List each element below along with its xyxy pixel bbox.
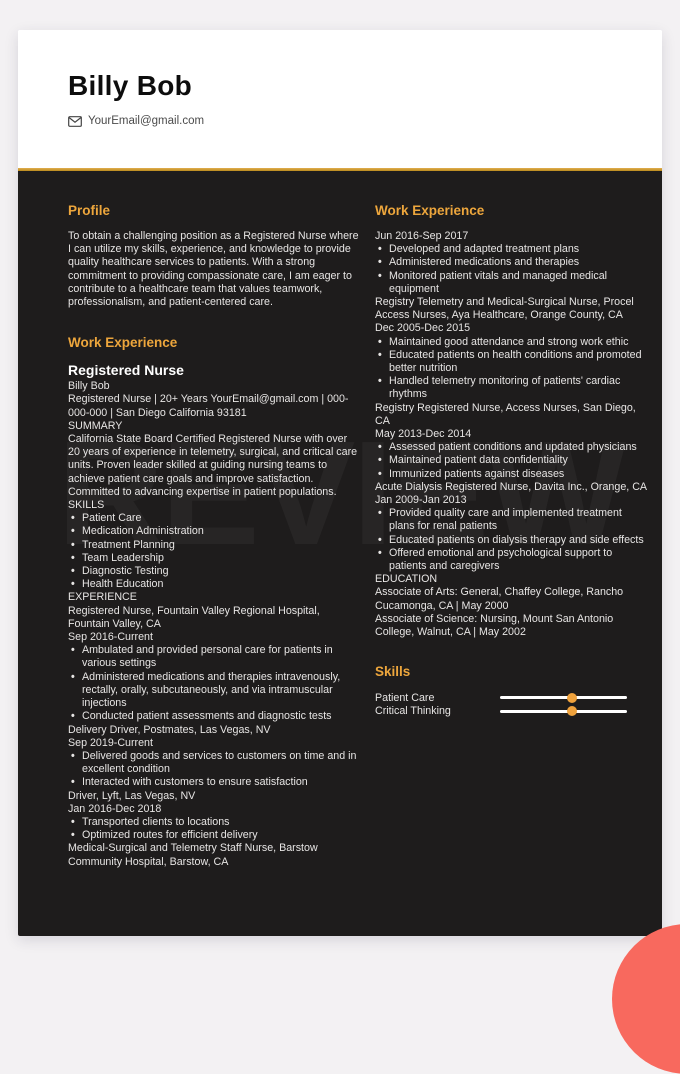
- skill-slider-list: [375, 691, 650, 717]
- job-entry-bullets: [68, 750, 362, 790]
- work-bullet: • Assessed patient conditions and updated physicians: [375, 441, 650, 454]
- work-entry-bullets: [375, 507, 650, 573]
- resume-body: [18, 171, 662, 936]
- skill-slider: [500, 705, 627, 718]
- email-row: [68, 115, 662, 127]
- work-entry-dates: Jun 2016-Sep 2017: [375, 230, 469, 242]
- job-entry-title: Registered Nurse, Fountain Valley Regional Hospital, Fountain Valley, CA: [68, 604, 320, 630]
- job-bullet: • Optimized routes for efficient delivery: [68, 829, 362, 842]
- job-entry-bullets: [68, 816, 362, 842]
- job-bullet: • Interacted with customers to ensure satisfaction: [68, 776, 362, 789]
- work-bullet: • Handled telemetry monitoring of patients' cardiac rhythms: [375, 375, 650, 401]
- job-entry: [68, 790, 362, 843]
- job-entry: [68, 724, 362, 790]
- work-entry: [375, 494, 650, 573]
- candidate-name-line: Billy Bob: [68, 380, 110, 393]
- candidate-name: Billy Bob: [68, 70, 193, 101]
- skill-label: Patient Care: [375, 691, 435, 704]
- skill-row: [375, 691, 650, 704]
- chat-fab-button[interactable]: [612, 924, 680, 1074]
- right-work-entries: [375, 230, 650, 573]
- summary-label: SUMMARY: [68, 419, 123, 432]
- right-column: [375, 203, 650, 936]
- profile-text: To obtain a challenging position as a Registered Nurse where I can utilize my skills, experience, and knowledge to provide quality healthcare services to patients. With a strong commitment to providing compassionate care, I am eager to contribute to a healthcare team that values teamwork, professionalism, and patient-centered care.: [68, 230, 359, 309]
- skill-row: [375, 704, 650, 717]
- education-label: EDUCATION: [375, 573, 438, 586]
- profile-section: [68, 203, 362, 309]
- slider-track: [500, 696, 627, 699]
- work-entry-company: Acute Dialysis Registered Nurse, Davita Inc., Orange, CA: [375, 480, 648, 493]
- skill-bullet: • Team Leadership: [68, 552, 362, 565]
- job-bullet: • Ambulated and provided personal care for patients in various settings: [68, 644, 362, 670]
- job-entries: [68, 605, 362, 869]
- envelope-icon: [68, 116, 82, 127]
- job-entry-dates: Jan 2016-Dec 2018: [68, 802, 162, 815]
- work-entry-bullets: [375, 441, 650, 481]
- work-bullet: • Maintained patient data confidentiality: [375, 454, 650, 467]
- work-bullet: • Administered medications and therapies: [375, 256, 650, 269]
- work-bullet: • Educated patients on dialysis therapy and side effects: [375, 534, 650, 547]
- work-bullet: • Monitored patient vitals and managed medical equipment: [375, 270, 650, 296]
- work-entry-dates: Dec 2005-Dec 2015: [375, 322, 471, 335]
- job-bullet: • Conducted patient assessments and diagnostic tests: [68, 710, 362, 723]
- skills-section: [375, 664, 650, 717]
- skills-label: SKILLS: [68, 499, 105, 512]
- job-entry-title: Medical-Surgical and Telemetry Staff Nurse, Barstow Community Hospital, Barstow, CA: [68, 842, 318, 868]
- skill-bullet: • Health Education: [68, 578, 362, 591]
- job-entry: [68, 842, 362, 868]
- skill-bullet: • Patient Care: [68, 512, 362, 525]
- education-item: Associate of Arts: General, Chaffey College, Rancho Cucamonga, CA | May 2000: [375, 586, 624, 612]
- work-bullet: • Immunized patients against diseases: [375, 468, 650, 481]
- job-bullet: • Administered medications and therapies intravenously, rectally, orally, subcutaneously, and via intramuscular injections: [68, 671, 362, 711]
- work-bullet: • Offered emotional and psychological support to patients and caregivers: [375, 547, 650, 573]
- job-title: Registered Nurse: [68, 362, 184, 379]
- skill-slider: [500, 691, 627, 704]
- slider-thumb: [567, 706, 577, 716]
- work-entry-dates: May 2013-Dec 2014: [375, 428, 472, 441]
- work-entry-dates: Jan 2009-Jan 2013: [375, 494, 467, 507]
- experience-label: EXPERIENCE: [68, 591, 137, 604]
- skills-bullet-list: [68, 512, 362, 591]
- job-entry-bullets: [68, 644, 362, 723]
- job-entry-title: Delivery Driver, Postmates, Las Vegas, NV: [68, 723, 271, 736]
- work-entry-bullets: [375, 336, 650, 402]
- job-entry-dates: Sep 2016-Current: [68, 631, 153, 644]
- work-entry: [375, 428, 650, 494]
- contact-line: Registered Nurse | 20+ Years YourEmail@gmail.com | 000-000-000 | San Diego California 93181: [68, 393, 349, 419]
- profile-heading: Profile: [68, 203, 111, 218]
- skill-bullet: • Treatment Planning: [68, 539, 362, 552]
- resume-card: [18, 30, 662, 936]
- resume-header: [18, 30, 662, 168]
- work-entry: [375, 230, 650, 322]
- slider-thumb: [567, 693, 577, 703]
- skill-bullet: • Diagnostic Testing: [68, 565, 362, 578]
- work-bullet: • Developed and adapted treatment plans: [375, 243, 650, 256]
- work-entry: [375, 322, 650, 428]
- job-entry-title: Driver, Lyft, Las Vegas, NV: [68, 789, 196, 802]
- summary-text: California State Board Certified Registered Nurse with over 20 years of experience in telemetry, surgical, and critical care units. Proven leader skilled at guiding nursing teams to achieve patient care goals and improve satisfaction. Committed to advancing expertise in patient populations.: [68, 433, 358, 498]
- slider-track: [500, 710, 627, 713]
- skills-heading: Skills: [375, 664, 411, 680]
- job-entry: [68, 605, 362, 724]
- education-item: Associate of Science: Nursing, Mount San Antonio College, Walnut, CA | May 2002: [375, 612, 614, 639]
- skill-label: Critical Thinking: [375, 705, 451, 718]
- right-work-heading: Work Experience: [375, 203, 485, 218]
- job-entry-dates: Sep 2019-Current: [68, 736, 153, 749]
- work-bullet: • Maintained good attendance and strong work ethic: [375, 336, 650, 349]
- work-entry-company: Registry Registered Nurse, Access Nurses, San Diego, CA: [375, 401, 636, 427]
- education-list: [375, 586, 650, 639]
- work-bullet: • Provided quality care and implemented treatment plans for renal patients: [375, 507, 650, 533]
- work-entry-bullets: [375, 243, 650, 296]
- work-bullet: • Educated patients on health conditions and promoted better nutrition: [375, 349, 650, 375]
- right-work-section: [375, 203, 650, 639]
- left-work-section: [68, 335, 362, 869]
- job-bullet: • Delivered goods and services to customers on time and in excellent condition: [68, 750, 362, 776]
- skill-bullet: • Medication Administration: [68, 525, 362, 538]
- job-bullet: • Transported clients to locations: [68, 816, 362, 829]
- work-entry-company: Registry Telemetry and Medical-Surgical Nurse, Procel Access Nurses, Aya Healthcare, Orange County, CA: [375, 296, 634, 322]
- left-column: [68, 203, 362, 936]
- left-work-heading: Work Experience: [68, 335, 178, 351]
- email-text: YourEmail@gmail.com: [88, 115, 205, 127]
